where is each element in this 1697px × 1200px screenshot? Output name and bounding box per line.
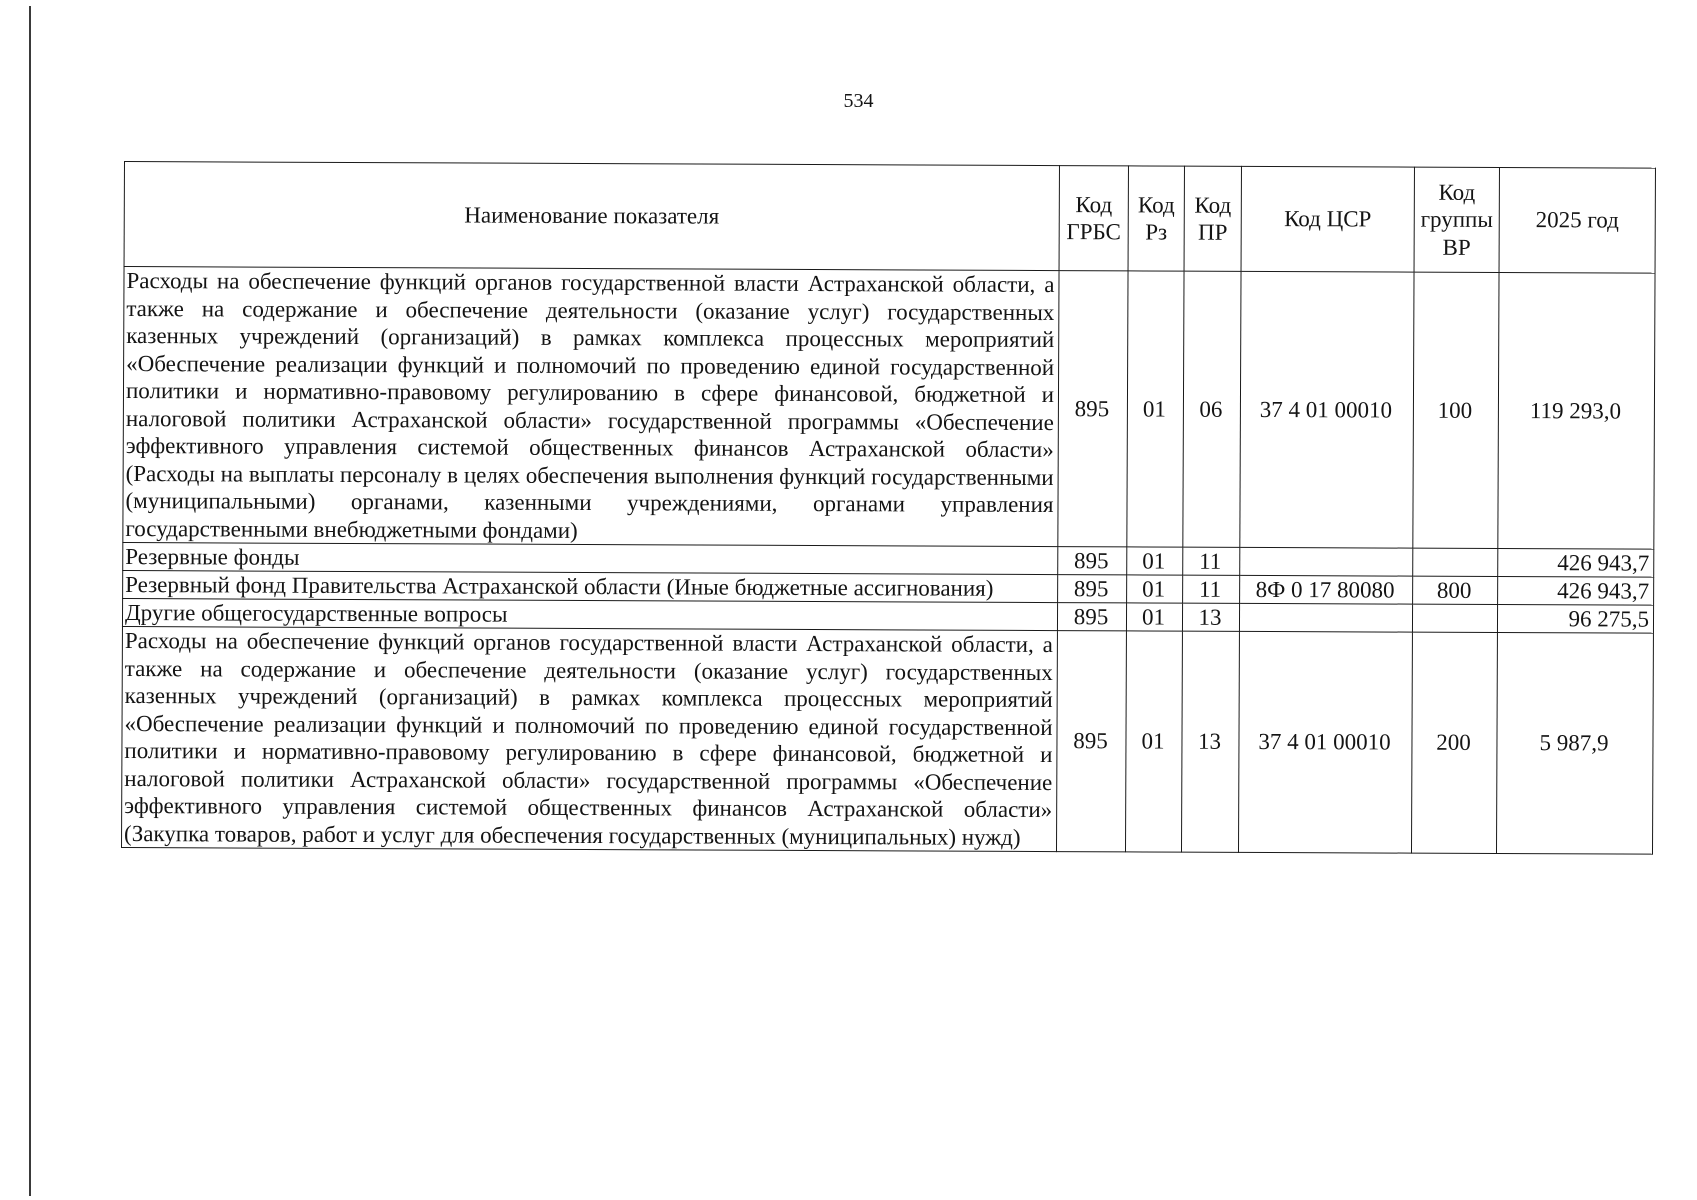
row-rz: 01 — [1125, 631, 1182, 852]
row-pr: 06 — [1183, 271, 1241, 547]
table-header-row — [124, 162, 1655, 274]
row-name: Другие общегосударственные вопросы — [122, 598, 1057, 630]
header-name: Наименование показателя — [124, 162, 1059, 271]
row-csr: 8Ф 0 17 80080 — [1240, 575, 1413, 604]
row-grbs: 895 — [1058, 271, 1128, 547]
scan-edge-line — [29, 6, 31, 1196]
row-name: Расходы на обеспечение функций органов государственной власти Астраханской области, а также на содержание и обеспечение деятельности (оказание услуг) государственных казенных учреждений (организаций) в рамках комплекса процессных мероприятий «Обеспечение реализации функций и полномочий по проведению единой государственной политики и нормативно-правовому регулированию в сфере финансовой, бюджетной и налоговой политики Астраханской области» государственной программы «Обеспечение эффективного управления системой общественных финансов Астраханской области» (Закупка товаров, работ и услуг для обеспечения государственных (муниципальных) нужд) — [122, 626, 1058, 851]
row-rz: 01 — [1127, 271, 1184, 547]
row-vr: 200 — [1411, 632, 1497, 853]
row-grbs: 895 — [1058, 575, 1127, 603]
row-amount: 119 293,0 — [1498, 273, 1655, 550]
table-row — [122, 626, 1654, 854]
page-number: 534 — [843, 90, 874, 112]
row-vr: 100 — [1413, 272, 1499, 548]
header-vr: Код группы ВР — [1414, 167, 1499, 272]
header-year: 2025 год — [1499, 168, 1655, 274]
row-vr: 800 — [1413, 576, 1498, 604]
row-pr: 13 — [1182, 603, 1239, 631]
row-rz: 01 — [1127, 575, 1183, 603]
row-csr — [1239, 603, 1412, 632]
header-pr: Код ПР — [1184, 166, 1241, 271]
row-csr: 37 4 01 00010 — [1240, 271, 1414, 548]
row-grbs: 895 — [1058, 547, 1127, 575]
row-pr: 11 — [1183, 547, 1240, 575]
row-grbs: 895 — [1057, 603, 1126, 631]
row-grbs: 895 — [1056, 631, 1126, 852]
header-grbs: Код ГРБС — [1059, 166, 1128, 271]
row-csr — [1240, 547, 1413, 576]
row-rz: 01 — [1127, 547, 1183, 575]
row-name: Резервный фонд Правительства Астраханской области (Иные бюджетные ассигнования) — [123, 570, 1058, 602]
budget-table — [121, 161, 1656, 855]
row-name: Резервные фонды — [123, 542, 1058, 574]
row-csr: 37 4 01 00010 — [1238, 631, 1412, 853]
row-pr: 11 — [1183, 575, 1240, 603]
row-amount: 5 987,9 — [1496, 632, 1653, 854]
row-amount: 426 943,7 — [1498, 576, 1654, 605]
header-csr: Код ЦСР — [1241, 166, 1414, 272]
table-row — [123, 267, 1655, 550]
row-pr: 13 — [1181, 631, 1239, 852]
row-name: Расходы на обеспечение функций органов государственной власти Астраханской области, а также на содержание и обеспечение деятельности (оказание услуг) государственных казенных учреждений (организаций) в рамках комплекса процессных мероприятий «Обеспечение реализации функций и полномочий по проведению единой государственной политики и нормативно-правовому регулированию в сфере финансовой, бюджетной и налоговой политики Астраханской области» государственной программы «Обеспечение эффективного управления системой общественных финансов Астраханской области» (Расходы на выплаты персоналу в целях обеспечения выполнения функций государственными (муниципальными) органами, казенными учреждениями, органами управления государственными внебюджетными фондами) — [123, 267, 1059, 547]
row-amount: 426 943,7 — [1498, 548, 1654, 577]
row-amount: 96 275,5 — [1497, 604, 1653, 633]
row-vr — [1412, 604, 1497, 632]
header-rz: Код Рз — [1128, 166, 1184, 271]
row-rz: 01 — [1126, 603, 1182, 631]
row-vr — [1413, 548, 1498, 576]
